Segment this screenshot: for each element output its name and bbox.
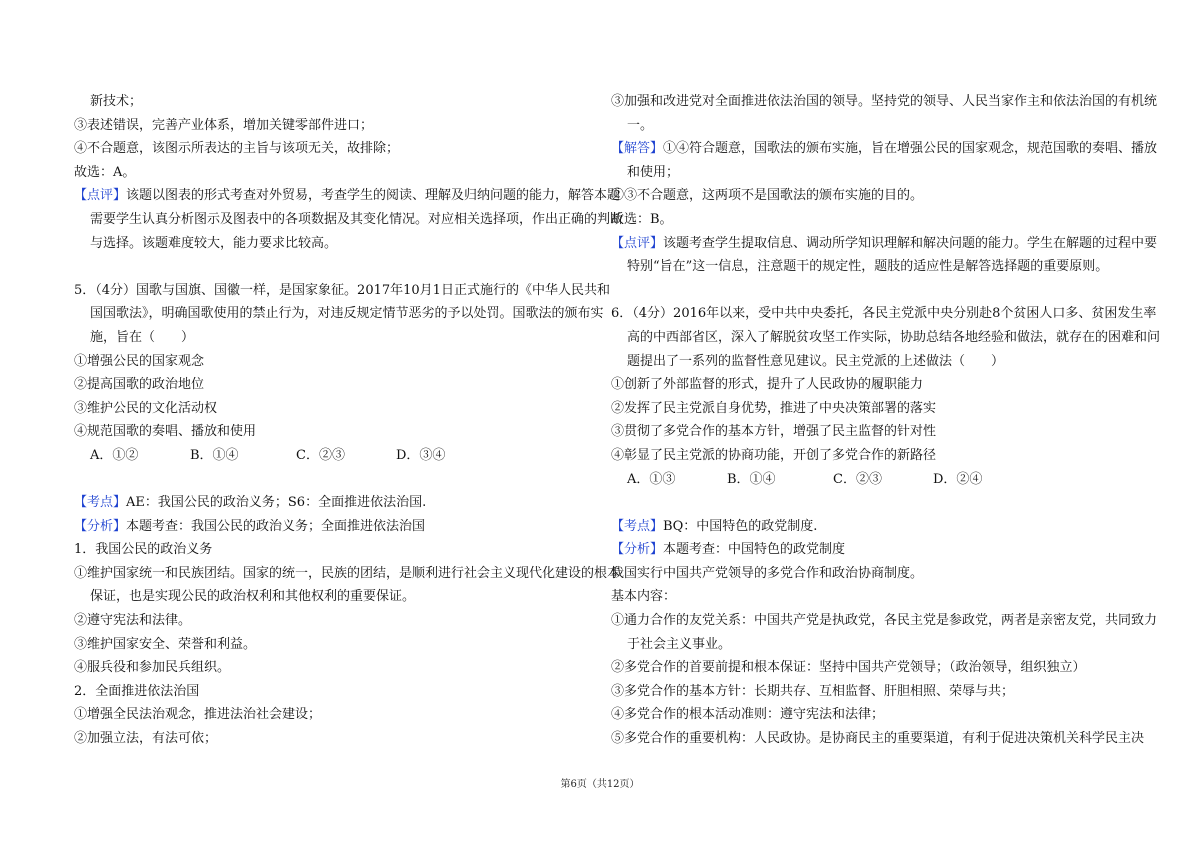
fenxi-line <box>74 515 638 539</box>
text-line: 一。 <box>627 117 654 133</box>
text-line: 故选：A。 <box>74 164 136 180</box>
text-line: ⑤多党合作的重要机构：人民政协。是协商民主的重要渠道，有利于促进决策机关科学民主决 <box>611 731 1145 747</box>
option-b: B．①④ <box>727 471 776 487</box>
choice-statement: ④规范国歌的奏唱、播放和使用 <box>74 424 257 440</box>
text-line: ④不合题意，该图示所表达的主旨与该项无关，故排除； <box>74 141 400 157</box>
kaodian-tag: 【考点】 <box>74 495 127 511</box>
fenxi-line <box>611 538 1175 562</box>
option-c: C．②③ <box>833 471 882 487</box>
right-column <box>611 90 1175 751</box>
text-line: ①通力合作的友党关系：中国共产党是执政党，各民主党是参政党，两者是亲密友党，共同致力 <box>611 613 1158 629</box>
kaodian-line <box>611 515 1175 539</box>
comment-tag: 【点评】 <box>611 235 664 251</box>
answer-options <box>611 468 1175 492</box>
text-line: ①增强全民法治观念，推进法治社会建设； <box>74 707 322 723</box>
answer-options <box>74 444 638 468</box>
text-line: ②加强立法，有法可依； <box>74 731 218 747</box>
text-line: 新技术； <box>90 94 143 109</box>
fenxi-tag: 【分析】 <box>611 542 664 558</box>
text-line: 需要学生认真分析图示及图表中的各项数据及其变化情况。对应相关选择项，作出正确的判断 <box>90 211 624 227</box>
comment-line <box>74 184 638 208</box>
text-line: 故选：B。 <box>611 211 673 227</box>
text-line: ①④符合题意，国歌法的颁布实施，旨在增强公民的国家观念，规范国歌的奏唱、播放 <box>663 141 1158 157</box>
comment-tag: 【点评】 <box>74 188 127 204</box>
jieda-line <box>611 137 1175 161</box>
choice-statement: ①创新了外部监督的形式，提升了人民政协的履职能力 <box>611 377 924 393</box>
option-b: B．①④ <box>190 447 239 463</box>
text-line: 高的中西部省区，深入了解脱贫攻坚工作实际，协助总结各地经验和做法，就存在的困难和问 <box>627 329 1161 345</box>
text-line: 国国歌法》，明确国歌使用的禁止行为，对违反规定情节恶劣的予以处罚。国歌法的颁布实 <box>90 306 604 322</box>
question-6-stem: 6．（4分）2016年以来，受中共中央委托，各民主党派中央分别赴8个贫困人口多、贫困发生率 <box>611 306 1157 322</box>
choice-statement: ①增强公民的国家观念 <box>74 353 205 369</box>
text-line: BQ：中国特色的政党制度. <box>663 518 818 534</box>
text-line: ③维护国家安全、荣誉和利益。 <box>74 636 257 652</box>
page-footer: 第6页（共12页） <box>560 779 640 790</box>
text-line: 与选择。该题难度较大，能力要求比较高。 <box>90 235 338 251</box>
text-line: ②遵守宪法和法律。 <box>74 613 192 629</box>
text-line: 和使用； <box>627 164 680 180</box>
question-5-stem: 5．（4分）国歌与国旗、国徽一样，是国家象征。2017年10月1日正式施行的《中华人民共和 <box>74 282 610 298</box>
text-line: 特别“旨在”这一信息，注意题干的规定性，题肢的适应性是解答选择题的重要原则。 <box>627 259 1109 275</box>
choice-statement: ③维护公民的文化活动权 <box>74 400 218 416</box>
option-a: A．①③ <box>627 471 676 487</box>
option-c: C．②③ <box>296 447 345 463</box>
kaodian-tag: 【考点】 <box>611 518 664 534</box>
choice-statement: ②提高国歌的政治地位 <box>74 377 205 393</box>
text-line: 该题以图表的形式考查对外贸易，考查学生的阅读、理解及归纳问题的能力，解答本题 <box>126 188 621 204</box>
text-line: 我国实行中国共产党领导的多党合作和政治协商制度。 <box>611 565 924 581</box>
text-line: 本题考查：我国公民的政治义务；全面推进依法治国 <box>126 518 426 534</box>
comment-line <box>611 232 1175 256</box>
option-a: A．①② <box>90 447 139 463</box>
choice-statement: ④彰显了民主党派的协商功能，开创了多党合作的新路径 <box>611 447 937 463</box>
text-line: ④多党合作的根本活动准则：遵守宪法和法律； <box>611 707 885 723</box>
text-line: 2．全面推进依法治国 <box>74 683 200 699</box>
text-line: 于社会主义事业。 <box>627 636 732 652</box>
text-line: ③多党合作的基本方针：长期共存、互相监督、肝胆相照、荣辱与共； <box>611 683 1015 699</box>
text-line: ②③不合题意，这两项不是国歌法的颁布实施的目的。 <box>611 188 924 204</box>
text-line: 该题考查学生提取信息、调动所学知识理解和解决问题的能力。学生在解题的过程中要 <box>663 235 1158 251</box>
option-d: D．③④ <box>396 447 446 463</box>
left-column <box>74 90 638 751</box>
kaodian-line <box>74 491 638 515</box>
fenxi-tag: 【分析】 <box>74 518 127 534</box>
text-line: ④服兵役和参加民兵组织。 <box>74 660 231 676</box>
jieda-tag: 【解答】 <box>611 141 664 157</box>
text-line: 保证，也是实现公民的政治权利和其他权利的重要保证。 <box>90 589 416 605</box>
choice-statement: ②发挥了民主党派自身优势，推进了中央决策部署的落实 <box>611 400 937 416</box>
text-line: 基本内容： <box>611 589 677 605</box>
text-line: ②多党合作的首要前提和根本保证：坚持中国共产党领导；（政治领导，组织独立） <box>611 660 1086 676</box>
text-line: 本题考查：中国特色的政党制度 <box>663 542 846 558</box>
option-d: D．②④ <box>933 471 983 487</box>
choice-statement: ③贯彻了多党合作的基本方针，增强了民主监督的针对性 <box>611 424 937 440</box>
text-line: ③表述错误，完善产业体系，增加关键零部件进口； <box>74 117 374 133</box>
text-line: ①维护国家统一和民族团结。国家的统一，民族的团结，是顺利进行社会主义现代化建设的根本 <box>74 565 621 581</box>
text-line: ③加强和改进党对全面推进依法治国的领导。坚持党的领导、人民当家作主和依法治国的有机统 <box>611 94 1158 109</box>
text-line: AE：我国公民的政治义务；S6：全面推进依法治国. <box>126 495 427 511</box>
text-line: 施，旨在（ ） <box>90 329 195 345</box>
text-line: 1．我国公民的政治义务 <box>74 542 213 558</box>
text-line: 题提出了一系列的监督性意见建议。民主党派的上述做法（ ） <box>627 353 1005 369</box>
